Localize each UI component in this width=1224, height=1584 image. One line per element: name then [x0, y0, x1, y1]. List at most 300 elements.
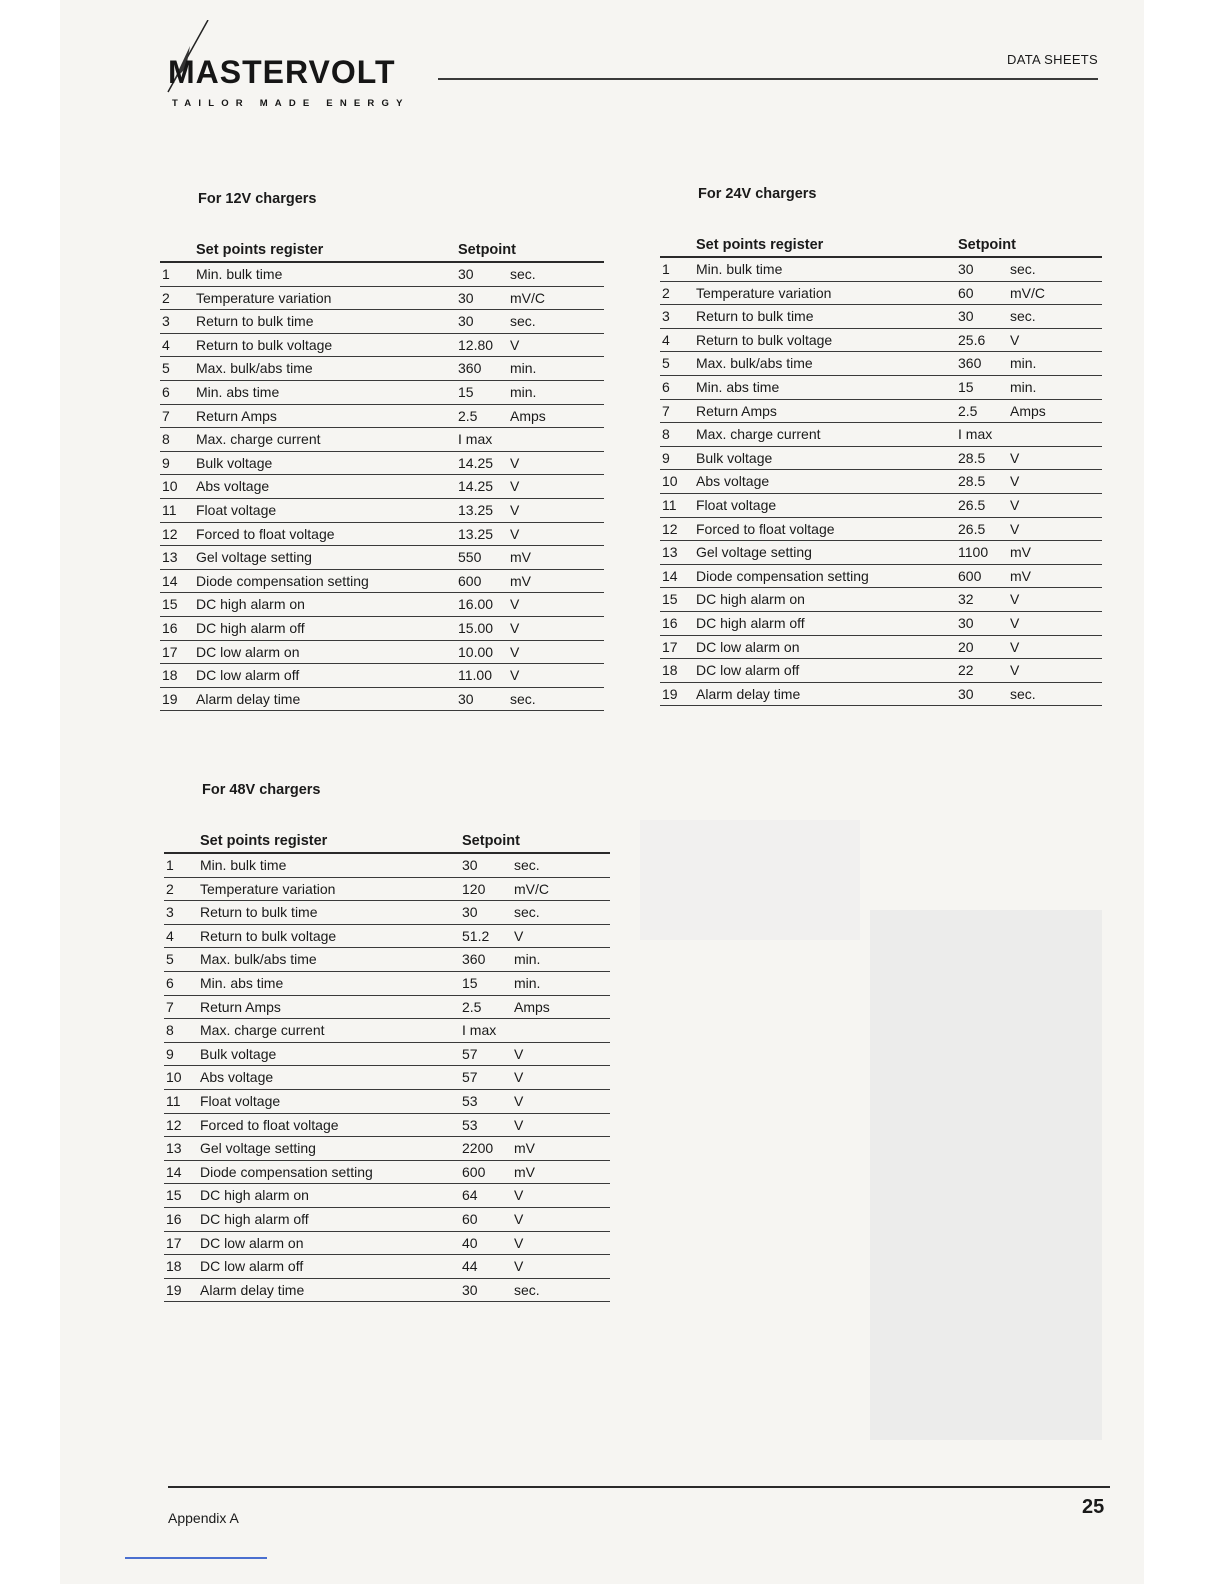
- row-register-name: Return to bulk voltage: [196, 336, 333, 353]
- row-setpoint-value: 13.25: [458, 525, 494, 542]
- row-setpoint-unit: sec.: [1010, 308, 1036, 325]
- row-setpoint-value: 26.5: [958, 520, 986, 537]
- row-number: 10: [162, 478, 178, 495]
- row-setpoint-value: 2.5: [458, 407, 478, 424]
- row-setpoint-unit: V: [510, 596, 520, 613]
- row-number: 13: [166, 1140, 182, 1157]
- table-row: [160, 405, 604, 429]
- row-setpoint-value: 600: [958, 567, 982, 584]
- row-number: 2: [166, 880, 174, 897]
- row-setpoint-unit: mV/C: [510, 289, 545, 306]
- row-register-name: Abs voltage: [200, 1069, 274, 1086]
- table-row: [164, 1255, 610, 1279]
- table-row: [160, 546, 604, 570]
- row-number: 17: [166, 1234, 182, 1251]
- row-setpoint-unit: sec.: [514, 1281, 540, 1298]
- row-register-name: Max. charge current: [696, 426, 821, 443]
- row-number: 17: [162, 643, 178, 660]
- row-setpoint-unit: sec.: [510, 266, 536, 282]
- row-register-name: Max. charge current: [200, 1022, 325, 1039]
- table-row: [160, 287, 604, 311]
- row-number: 3: [162, 313, 170, 330]
- row-setpoint-unit: [510, 428, 602, 451]
- row-setpoint-value: 30: [458, 690, 474, 707]
- table-row: [164, 1161, 610, 1185]
- row-register-name: Max. bulk/abs time: [200, 951, 317, 968]
- row-register-name: Forced to float voltage: [200, 1116, 339, 1133]
- table-row: [660, 636, 1102, 660]
- row-setpoint-value: 1100: [958, 544, 989, 561]
- row-register-name: DC high alarm on: [696, 591, 805, 608]
- column-header-register: Set points register: [696, 237, 824, 253]
- row-number: 19: [166, 1281, 182, 1298]
- row-setpoint-unit: Amps: [514, 998, 550, 1015]
- row-setpoint-unit: mV: [510, 572, 531, 589]
- row-register-name: Return to bulk voltage: [696, 331, 833, 348]
- row-setpoint-value: 30: [958, 685, 974, 702]
- table-row: [160, 664, 604, 688]
- brand-name: MASTERVOLT: [168, 54, 396, 90]
- table-row: [160, 428, 604, 452]
- row-number: 2: [162, 289, 170, 306]
- column-header-register: Set points register: [196, 242, 324, 258]
- row-number: 12: [162, 525, 178, 542]
- header-divider: [438, 78, 1098, 80]
- row-register-name: Return Amps: [200, 998, 281, 1015]
- row-register-name: Diode compensation setting: [196, 572, 369, 589]
- table-row: [164, 1137, 610, 1161]
- column-header-register: Set points register: [200, 833, 328, 849]
- row-setpoint-unit: V: [1010, 449, 1020, 466]
- row-number: 11: [662, 496, 677, 513]
- row-register-name: Temperature variation: [196, 289, 332, 306]
- footer-divider: [168, 1486, 1110, 1488]
- row-setpoint-value: 360: [958, 355, 982, 372]
- row-register-name: Alarm delay time: [200, 1281, 305, 1298]
- row-setpoint-unit: [1010, 423, 1102, 446]
- footer-appendix-label: Appendix A: [168, 1510, 239, 1526]
- row-setpoint-unit: Amps: [1010, 402, 1046, 419]
- table-row: [164, 901, 610, 925]
- row-setpoint-value: 28.5: [958, 449, 986, 466]
- row-setpoint-unit: V: [514, 1258, 524, 1275]
- row-number: 18: [662, 662, 678, 679]
- row-register-name: Min. bulk time: [200, 857, 287, 873]
- row-setpoint-unit: V: [1010, 331, 1020, 348]
- row-number: 8: [662, 426, 670, 443]
- row-setpoint-unit: V: [510, 336, 520, 353]
- row-setpoint-unit: V: [514, 1069, 524, 1086]
- brand-tagline: TAILOR MADE ENERGY: [172, 98, 410, 109]
- row-register-name: Temperature variation: [200, 880, 336, 897]
- table-row: [164, 1066, 610, 1090]
- table-header: [160, 239, 604, 263]
- row-setpoint-unit: V: [510, 619, 520, 636]
- page-number: 25: [1082, 1496, 1105, 1518]
- row-setpoint-unit: sec.: [510, 313, 536, 330]
- row-setpoint-value: 53: [462, 1092, 478, 1109]
- table-body: [164, 854, 610, 1302]
- row-register-name: Abs voltage: [196, 478, 270, 495]
- table-row: [164, 1019, 610, 1043]
- row-number: 4: [662, 331, 670, 348]
- table-row: [660, 659, 1102, 683]
- row-setpoint-value: 57: [462, 1045, 478, 1062]
- row-setpoint-value: 64: [462, 1187, 478, 1204]
- row-setpoint-value: 60: [462, 1210, 478, 1227]
- scan-edge-line: [125, 1557, 267, 1559]
- table-row: [164, 1184, 610, 1208]
- table-row: [164, 854, 610, 878]
- table-row: [164, 948, 610, 972]
- row-setpoint-unit: V: [510, 525, 520, 542]
- table-row: [660, 470, 1102, 494]
- row-number: 16: [162, 619, 178, 636]
- row-setpoint-value: 13.25: [458, 501, 494, 518]
- row-number: 12: [166, 1116, 182, 1133]
- row-setpoint-unit: V: [510, 667, 520, 684]
- row-register-name: Diode compensation setting: [696, 567, 869, 584]
- table-row: [660, 400, 1102, 424]
- row-number: 2: [662, 284, 670, 301]
- row-register-name: Bulk voltage: [196, 454, 273, 471]
- row-setpoint-unit: V: [1010, 638, 1020, 655]
- table-row: [660, 565, 1102, 589]
- row-register-name: Return to bulk voltage: [200, 927, 337, 944]
- table-row: [660, 612, 1102, 636]
- row-register-name: DC low alarm on: [196, 643, 300, 660]
- row-setpoint-value: 14.25: [458, 454, 494, 471]
- table-header: [164, 830, 610, 854]
- show-through-image: [870, 910, 1102, 1440]
- row-number: 14: [166, 1163, 182, 1180]
- row-setpoint-unit: sec.: [514, 904, 540, 921]
- table-row: [160, 452, 604, 476]
- table-row: [160, 641, 604, 665]
- row-setpoint-value: 51.2: [462, 927, 490, 944]
- row-setpoint-value: 15: [958, 378, 974, 395]
- row-register-name: Max. bulk/abs time: [696, 355, 813, 372]
- row-setpoint-value: 15: [458, 383, 474, 400]
- table-row: [160, 688, 604, 712]
- row-setpoint-value: 32: [958, 591, 974, 608]
- row-number: 6: [166, 974, 174, 991]
- row-setpoint-unit: mV: [510, 549, 531, 566]
- row-register-name: Gel voltage setting: [196, 549, 312, 566]
- table-row: [160, 381, 604, 405]
- row-setpoint-unit: V: [510, 501, 520, 518]
- column-header-setpoint: Setpoint: [458, 242, 516, 258]
- row-number: 13: [162, 549, 178, 566]
- row-number: 5: [162, 360, 170, 377]
- row-setpoint-value: 30: [958, 614, 974, 631]
- row-number: 7: [166, 998, 174, 1015]
- row-number: 8: [166, 1022, 174, 1039]
- table-row: [660, 494, 1102, 518]
- row-number: 6: [662, 378, 670, 395]
- table-body: [660, 258, 1102, 706]
- row-number: 9: [166, 1045, 174, 1062]
- row-setpoint-unit: V: [1010, 614, 1020, 631]
- table-title: For 48V chargers: [202, 782, 321, 798]
- table-body: [160, 263, 604, 711]
- show-through-block: [640, 820, 860, 940]
- row-setpoint-unit: V: [514, 1045, 524, 1062]
- row-setpoint-unit: min.: [510, 383, 537, 400]
- row-number: 18: [166, 1258, 182, 1275]
- table-row: [660, 423, 1102, 447]
- table-12v: [160, 191, 604, 711]
- table-title: For 12V chargers: [198, 191, 317, 207]
- table-row: [660, 683, 1102, 707]
- table-row: [164, 1279, 610, 1303]
- row-register-name: Max. bulk/abs time: [196, 360, 313, 377]
- row-setpoint-value: I max: [462, 1022, 497, 1039]
- row-register-name: Forced to float voltage: [696, 520, 835, 537]
- row-number: 10: [662, 473, 678, 490]
- table-row: [160, 593, 604, 617]
- row-number: 8: [162, 431, 170, 448]
- table-row: [660, 588, 1102, 612]
- row-setpoint-unit: sec.: [510, 690, 536, 707]
- row-number: 7: [162, 407, 170, 424]
- row-register-name: DC low alarm on: [696, 638, 800, 655]
- row-register-name: Return to bulk time: [196, 313, 314, 330]
- table-48v: [164, 782, 610, 1302]
- row-setpoint-unit: V: [510, 478, 520, 495]
- row-register-name: DC high alarm on: [196, 596, 305, 613]
- table-row: [160, 357, 604, 381]
- row-setpoint-unit: mV/C: [1010, 284, 1045, 301]
- row-setpoint-unit: V: [1010, 591, 1020, 608]
- row-setpoint-value: 30: [958, 261, 974, 277]
- row-register-name: Min. abs time: [696, 378, 780, 395]
- row-setpoint-unit: Amps: [510, 407, 546, 424]
- row-setpoint-unit: mV: [514, 1163, 535, 1180]
- row-number: 3: [166, 904, 174, 921]
- row-register-name: Abs voltage: [696, 473, 770, 490]
- table-row: [164, 1232, 610, 1256]
- table-row: [164, 878, 610, 902]
- row-setpoint-unit: min.: [514, 974, 541, 991]
- row-setpoint-value: 120: [462, 880, 486, 897]
- table-row: [164, 972, 610, 996]
- table-row: [164, 996, 610, 1020]
- row-number: 1: [162, 266, 170, 282]
- row-setpoint-value: 25.6: [958, 331, 986, 348]
- row-setpoint-value: 30: [458, 289, 474, 306]
- row-number: 3: [662, 308, 670, 325]
- row-setpoint-value: 2.5: [958, 402, 978, 419]
- table-row: [164, 1114, 610, 1138]
- row-setpoint-unit: [514, 1019, 606, 1042]
- row-setpoint-value: 600: [458, 572, 482, 589]
- row-number: 14: [662, 567, 678, 584]
- row-setpoint-value: 60: [958, 284, 974, 301]
- table-row: [164, 1043, 610, 1067]
- table-row: [164, 1208, 610, 1232]
- row-number: 16: [662, 614, 678, 631]
- table-title: For 24V chargers: [698, 186, 817, 202]
- row-register-name: DC low alarm on: [200, 1234, 304, 1251]
- row-register-name: DC low alarm off: [696, 662, 800, 679]
- row-number: 18: [162, 667, 178, 684]
- page-margin-right: [1144, 0, 1224, 1584]
- row-setpoint-value: I max: [458, 431, 493, 448]
- row-setpoint-value: 15.00: [458, 619, 494, 636]
- row-setpoint-value: 550: [458, 549, 482, 566]
- row-number: 9: [662, 449, 670, 466]
- table-row: [160, 499, 604, 523]
- row-setpoint-unit: min.: [1010, 378, 1037, 395]
- page-margin-left: [0, 0, 60, 1584]
- row-number: 15: [162, 596, 178, 613]
- row-setpoint-unit: V: [510, 643, 520, 660]
- row-register-name: Min. abs time: [200, 974, 284, 991]
- table-row: [660, 305, 1102, 329]
- row-number: 15: [662, 591, 678, 608]
- row-number: 9: [162, 454, 170, 471]
- row-setpoint-unit: V: [1010, 473, 1020, 490]
- row-register-name: Return Amps: [196, 407, 277, 424]
- row-setpoint-unit: V: [514, 1116, 524, 1133]
- row-register-name: Forced to float voltage: [196, 525, 335, 542]
- row-number: 4: [166, 927, 174, 944]
- table-row: [660, 376, 1102, 400]
- row-setpoint-value: I max: [958, 426, 993, 443]
- row-setpoint-value: 12.80: [458, 336, 494, 353]
- row-register-name: DC high alarm off: [196, 619, 305, 636]
- row-setpoint-unit: min.: [1010, 355, 1037, 372]
- row-number: 4: [162, 336, 170, 353]
- row-register-name: Bulk voltage: [200, 1045, 277, 1062]
- table-row: [160, 617, 604, 641]
- row-number: 10: [166, 1069, 182, 1086]
- table-header: [660, 234, 1102, 258]
- row-setpoint-value: 30: [958, 308, 974, 325]
- row-setpoint-unit: mV: [1010, 544, 1031, 561]
- column-header-setpoint: Setpoint: [462, 833, 520, 849]
- row-setpoint-unit: min.: [510, 360, 537, 377]
- row-setpoint-value: 53: [462, 1116, 478, 1133]
- row-setpoint-value: 30: [458, 313, 474, 330]
- row-setpoint-value: 30: [462, 1281, 478, 1298]
- brand-logo: [160, 20, 410, 109]
- row-setpoint-value: 14.25: [458, 478, 494, 495]
- table-row: [660, 352, 1102, 376]
- row-setpoint-unit: mV/C: [514, 880, 549, 897]
- row-number: 13: [662, 544, 678, 561]
- row-setpoint-unit: V: [1010, 496, 1020, 513]
- row-number: 1: [166, 857, 174, 873]
- row-setpoint-value: 22: [958, 662, 974, 679]
- row-setpoint-value: 30: [458, 266, 474, 282]
- row-setpoint-value: 40: [462, 1234, 478, 1251]
- row-setpoint-unit: V: [514, 1210, 524, 1227]
- row-setpoint-value: 10.00: [458, 643, 494, 660]
- row-register-name: Gel voltage setting: [200, 1140, 316, 1157]
- row-register-name: Alarm delay time: [196, 690, 301, 707]
- row-number: 12: [662, 520, 678, 537]
- row-number: 11: [166, 1092, 181, 1109]
- row-setpoint-value: 28.5: [958, 473, 986, 490]
- table-row: [160, 570, 604, 594]
- row-setpoint-unit: V: [514, 927, 524, 944]
- row-setpoint-unit: sec.: [1010, 685, 1036, 702]
- row-number: 16: [166, 1210, 182, 1227]
- row-register-name: Return to bulk time: [696, 308, 814, 325]
- row-setpoint-value: 2.5: [462, 998, 482, 1015]
- row-setpoint-value: 30: [462, 857, 478, 873]
- row-register-name: Min. bulk time: [196, 266, 283, 282]
- row-register-name: DC high alarm on: [200, 1187, 309, 1204]
- row-register-name: Temperature variation: [696, 284, 832, 301]
- row-register-name: Return to bulk time: [200, 904, 318, 921]
- row-setpoint-value: 15: [462, 974, 478, 991]
- row-setpoint-unit: mV: [1010, 567, 1031, 584]
- table-row: [160, 263, 604, 287]
- row-setpoint-value: 20: [958, 638, 974, 655]
- row-setpoint-unit: V: [514, 1234, 524, 1251]
- row-register-name: Diode compensation setting: [200, 1163, 373, 1180]
- row-number: 14: [162, 572, 178, 589]
- row-setpoint-unit: V: [514, 1187, 524, 1204]
- row-register-name: DC high alarm off: [696, 614, 805, 631]
- table-row: [160, 310, 604, 334]
- row-register-name: Return Amps: [696, 402, 777, 419]
- row-number: 5: [662, 355, 670, 372]
- row-number: 19: [162, 690, 178, 707]
- row-register-name: DC low alarm off: [196, 667, 300, 684]
- table-row: [660, 282, 1102, 306]
- row-register-name: Bulk voltage: [696, 449, 773, 466]
- row-setpoint-unit: mV: [514, 1140, 535, 1157]
- row-register-name: Max. charge current: [196, 431, 321, 448]
- section-label: DATA SHEETS: [1007, 52, 1098, 67]
- row-number: 15: [166, 1187, 182, 1204]
- table-row: [160, 475, 604, 499]
- row-setpoint-value: 57: [462, 1069, 478, 1086]
- row-setpoint-unit: V: [1010, 520, 1020, 537]
- row-setpoint-unit: sec.: [514, 857, 540, 873]
- row-register-name: Gel voltage setting: [696, 544, 812, 561]
- row-setpoint-value: 26.5: [958, 496, 986, 513]
- row-register-name: Float voltage: [196, 501, 277, 518]
- row-setpoint-value: 2200: [462, 1140, 494, 1157]
- row-register-name: Min. abs time: [196, 383, 280, 400]
- row-register-name: Float voltage: [200, 1092, 281, 1109]
- table-row: [660, 329, 1102, 353]
- table-24v: [660, 186, 1102, 706]
- row-number: 5: [166, 951, 174, 968]
- row-setpoint-value: 360: [462, 951, 486, 968]
- row-number: 17: [662, 638, 678, 655]
- row-setpoint-unit: sec.: [1010, 261, 1036, 277]
- row-number: 6: [162, 383, 170, 400]
- row-setpoint-unit: min.: [514, 951, 541, 968]
- table-row: [160, 523, 604, 547]
- row-setpoint-value: 44: [462, 1258, 478, 1275]
- row-setpoint-unit: V: [510, 454, 520, 471]
- table-row: [160, 334, 604, 358]
- row-setpoint-value: 11.00: [458, 667, 492, 684]
- row-register-name: DC high alarm off: [200, 1210, 309, 1227]
- row-number: 19: [662, 685, 678, 702]
- table-row: [164, 1090, 610, 1114]
- row-setpoint-value: 600: [462, 1163, 486, 1180]
- row-number: 7: [662, 402, 670, 419]
- row-register-name: DC low alarm off: [200, 1258, 304, 1275]
